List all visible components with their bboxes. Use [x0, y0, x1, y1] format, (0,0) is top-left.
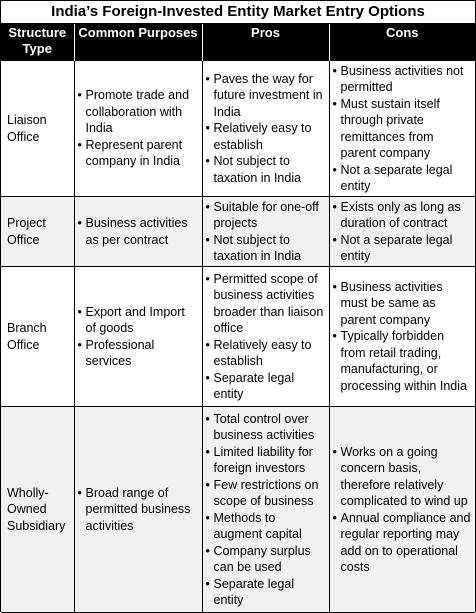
cons-cell [329, 407, 475, 613]
entry-options-table [1, 24, 475, 613]
cons-list [333, 444, 473, 576]
list-item: • Typically forbidden from retail trading, manufacturing, or processing within India [333, 328, 473, 394]
list-item: • Not a separate legal entity [333, 232, 473, 265]
purposes-cell [74, 267, 202, 407]
purposes-cell [74, 407, 202, 613]
table-row [1, 407, 475, 613]
list-item: • Relatively easy to establish [206, 120, 326, 153]
list-item: • Methods to augment capital [206, 510, 326, 543]
cons-list [333, 199, 473, 265]
structure-type-cell: Wholly-Owned Subsidiary [1, 407, 74, 613]
list-item: • Works on a going concern basis, therefore relatively complicated to wind up [333, 444, 473, 510]
list-item: • Represent parent company in India [78, 137, 199, 170]
list-item: • Not a separate legal entity [333, 162, 473, 195]
structure-type-cell: Liaison Office [1, 61, 74, 197]
table-row [1, 197, 475, 267]
pros-cell [202, 197, 329, 267]
structure-type-cell: Branch Office [1, 267, 74, 407]
header-structure-type: Structure Type [1, 24, 74, 61]
purposes-cell [74, 197, 202, 267]
list-item: • Relatively easy to establish [206, 337, 326, 370]
list-item: • Business activities must be same as parent company [333, 279, 473, 329]
table-row [1, 267, 475, 407]
header-pros: Pros [202, 24, 329, 61]
purposes-list [78, 485, 199, 535]
pros-cell [202, 61, 329, 197]
list-item: • Business activities as per contract [78, 215, 199, 248]
list-item: • Annual compliance and regular reporting may add on to operational costs [333, 510, 473, 576]
header-cons: Cons [329, 24, 475, 61]
pros-list [206, 271, 326, 403]
purposes-list [78, 87, 199, 170]
header-common-purposes: Common Purposes [74, 24, 202, 61]
cons-list [333, 63, 473, 195]
list-item: • Suitable for one-off projects [206, 199, 326, 232]
list-item: • Broad range of permitted business activities [78, 485, 199, 535]
list-item: • Paves the way for future investment in India [206, 71, 326, 121]
list-item: • Limited liability for foreign investors [206, 444, 326, 477]
list-item: • Total control over business activities [206, 411, 326, 444]
cons-cell [329, 197, 475, 267]
pros-cell [202, 267, 329, 407]
list-item: • Must sustain itself through private remittances from parent company [333, 96, 473, 162]
pros-list [206, 411, 326, 609]
list-item: • Promote trade and collaboration with India [78, 87, 199, 137]
list-item: • Professional services [78, 337, 199, 370]
pros-list [206, 71, 326, 187]
table-title: India’s Foreign-Invested Entity Market Entry Options [1, 1, 475, 24]
list-item: • Exists only as long as duration of contract [333, 199, 473, 232]
list-item: • Not subject to taxation in India [206, 232, 326, 265]
list-item: • Separate legal entity [206, 576, 326, 609]
list-item: • Permitted scope of business activities broader than liaison office [206, 271, 326, 337]
table-row [1, 61, 475, 197]
list-item: • Few restrictions on scope of business [206, 477, 326, 510]
header-row [1, 24, 475, 61]
purposes-cell [74, 61, 202, 197]
list-item: • Company surplus can be used [206, 543, 326, 576]
purposes-list [78, 304, 199, 370]
pros-cell [202, 407, 329, 613]
cons-cell [329, 61, 475, 197]
cons-list [333, 279, 473, 395]
list-item: • Export and Import of goods [78, 304, 199, 337]
purposes-list [78, 215, 199, 248]
structure-type-cell: Project Office [1, 197, 74, 267]
cons-cell [329, 267, 475, 407]
list-item: • Business activities not permitted [333, 63, 473, 96]
list-item: • Not subject to taxation in India [206, 153, 326, 186]
pros-list [206, 199, 326, 265]
list-item: • Separate legal entity [206, 370, 326, 403]
